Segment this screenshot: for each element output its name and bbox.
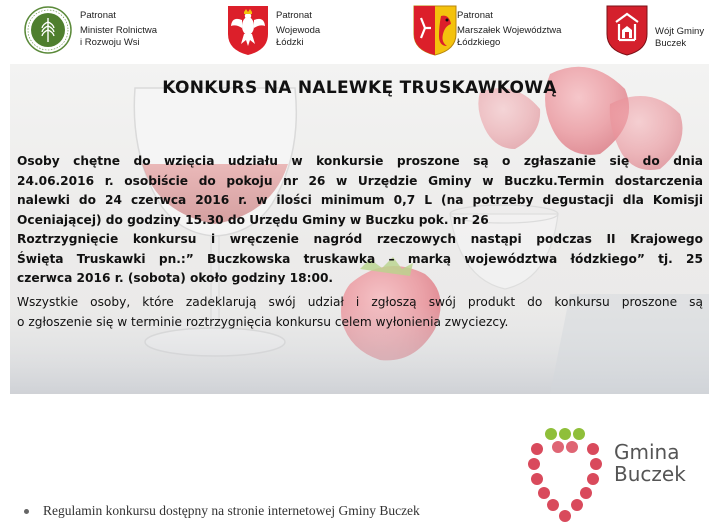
text-line: Osoby chętne do wzięcia udziału w konkursie proszone są o zgłaszanie się do dnia [17,154,703,168]
patron-name-line: Marszałek Województwa [457,25,562,36]
patron-name-line: Łódzki [276,37,304,48]
text-line: 24.06.2016 r. osobiście do pokoju nr 26 w Urzędzie Gminy w Buczku.Termin dostarczenia [17,173,703,188]
patron-name-line: Łódzkiego [457,37,501,48]
text-line: Wszystkie osoby, które zadeklarują swój udział i zgłoszą swój produkt do konkursu proszone są [17,295,703,309]
ministry-of-agriculture-emblem-icon [24,4,72,56]
patron-name-line: Wójt Gminy [655,26,705,37]
patrons-header [0,0,719,64]
patron-voivode [224,4,334,60]
text-line: Oceniającej) do godziny 15.30 do Urzędu Gminy w Buczku pok. nr 26 [17,212,489,227]
polish-eagle-emblem-icon [224,4,272,56]
text-line: o zgłoszenie się w terminie roztrzygnięcia konkursu celem wyłonienia zwyciezcy. [17,314,509,329]
patron-ministry [24,4,174,60]
gmina-buczek-logo [526,425,706,525]
patron-label: Patronat [80,10,116,21]
contest-announcement-paragraph [17,293,703,332]
patron-name-line: Wojewoda [276,25,321,36]
patron-name-line: i Rozwoju Wsi [80,37,140,48]
patron-label: Patronat [276,10,312,21]
gmina-buczek-logo-text [614,441,686,485]
patron-name-line: Minister Rolnictwa [80,25,158,36]
text-line: nalewki do 24 czerwca 2016 r. w ilości minimum 0,7 L (na potrzeby degustacji dla Komisji [17,193,703,207]
text-line: czerwca 2016 r. (sobota) około godziny 18:00. [17,271,334,285]
lodzkie-voivodeship-coat-of-arms-icon [411,4,459,56]
patron-label: Patronat [457,10,493,21]
logo-line: Gmina [614,440,680,464]
bullet-icon [24,509,29,514]
strawberry-dots-logo-icon [526,425,614,525]
regulations-text: Regulamin konkursu dostępny na stronie internetowej Gminy Buczek [43,503,420,518]
contest-title: KONKURS NA NALEWKĘ TRUSKAWKOWĄ [162,78,557,98]
text-line: Święta Truskawki pn.:” Buczkowska truskawka – marką województwa łódzkiego” tj. 25 [17,251,703,266]
contest-rules-paragraph [17,152,703,289]
contest-banner [10,64,709,394]
patron-name-line: Buczek [655,38,687,49]
regulations-note [24,503,420,519]
buczek-coat-of-arms-icon [603,4,651,56]
text-line: Roztrzygnięcie konkursu i wręczenie nagród rzeczowych nastąpi podczas II Krajowego [17,232,703,246]
patron-marshal [411,4,581,60]
patron-mayor [603,4,713,60]
logo-line: Buczek [614,462,686,486]
